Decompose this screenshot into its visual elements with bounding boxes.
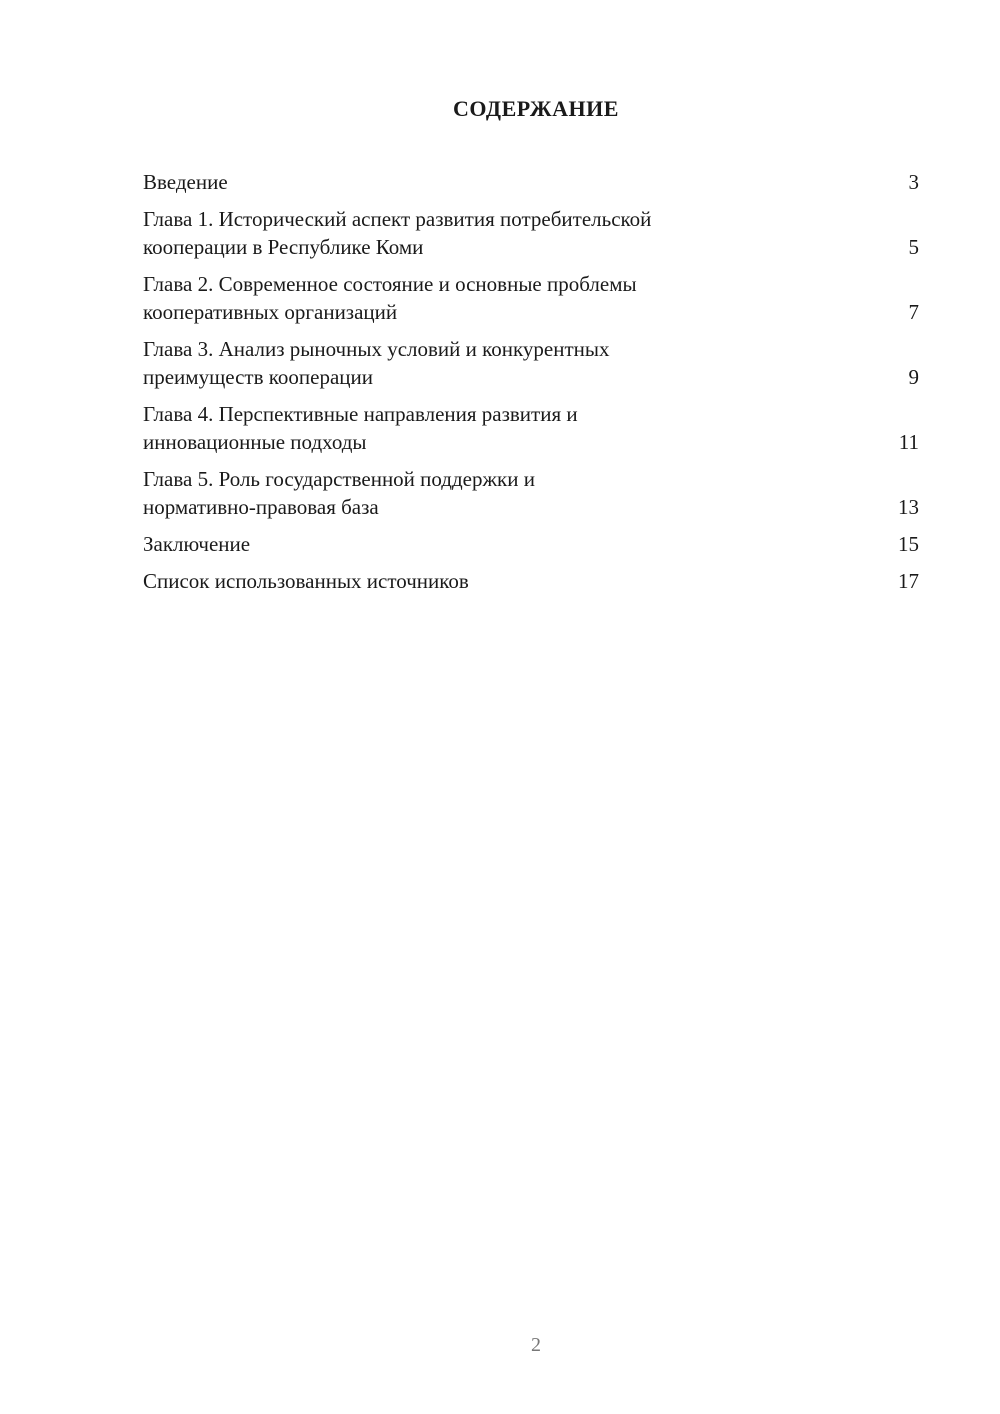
- toc-entry-text: Глава 3. Анализ рыночных условий и конкурентных преимуществ кооперации: [143, 337, 610, 389]
- toc-entry-page: 9: [908, 365, 919, 389]
- toc-entry-chapter-5: [143, 465, 919, 521]
- toc-entry-page: 13: [898, 495, 919, 519]
- toc-entry-text: Список использованных источников: [143, 569, 469, 593]
- toc-entry-text: Глава 4. Перспективные направления развития и инновационные подходы: [143, 402, 578, 454]
- toc-entry-text: Заключение: [143, 532, 251, 556]
- toc-entry-text: Введение: [143, 170, 228, 194]
- toc-entry-chapter-1: [143, 205, 919, 261]
- toc-entry-page: 3: [908, 170, 919, 194]
- toc-entry-text: Глава 5. Роль государственной поддержки и нормативно-правовая база: [143, 467, 535, 519]
- toc-entry-conclusion: [143, 530, 919, 558]
- toc-entry-text: Глава 1. Исторический аспект развития потребительской кооперации в Республике Коми: [143, 207, 652, 259]
- toc-entry-page: 5: [908, 235, 919, 259]
- toc-entry-chapter-3: [143, 335, 919, 391]
- toc-entry-page: 15: [898, 532, 919, 556]
- toc-entry-page: 11: [898, 430, 919, 454]
- toc-entry-page: 7: [908, 300, 919, 324]
- toc-entry-chapter-2: [143, 270, 919, 326]
- toc-title: СОДЕРЖАНИЕ: [453, 96, 619, 121]
- toc-entry-chapter-4: [143, 400, 919, 456]
- toc-entry-introduction: [143, 168, 919, 196]
- toc-entry-references: [143, 567, 919, 595]
- toc-entry-text: Глава 2. Современное состояние и основные проблемы кооперативных организаций: [143, 272, 637, 324]
- page-number: 2: [531, 1334, 541, 1356]
- toc-entry-page: 17: [898, 569, 919, 593]
- table-of-contents: [143, 168, 919, 604]
